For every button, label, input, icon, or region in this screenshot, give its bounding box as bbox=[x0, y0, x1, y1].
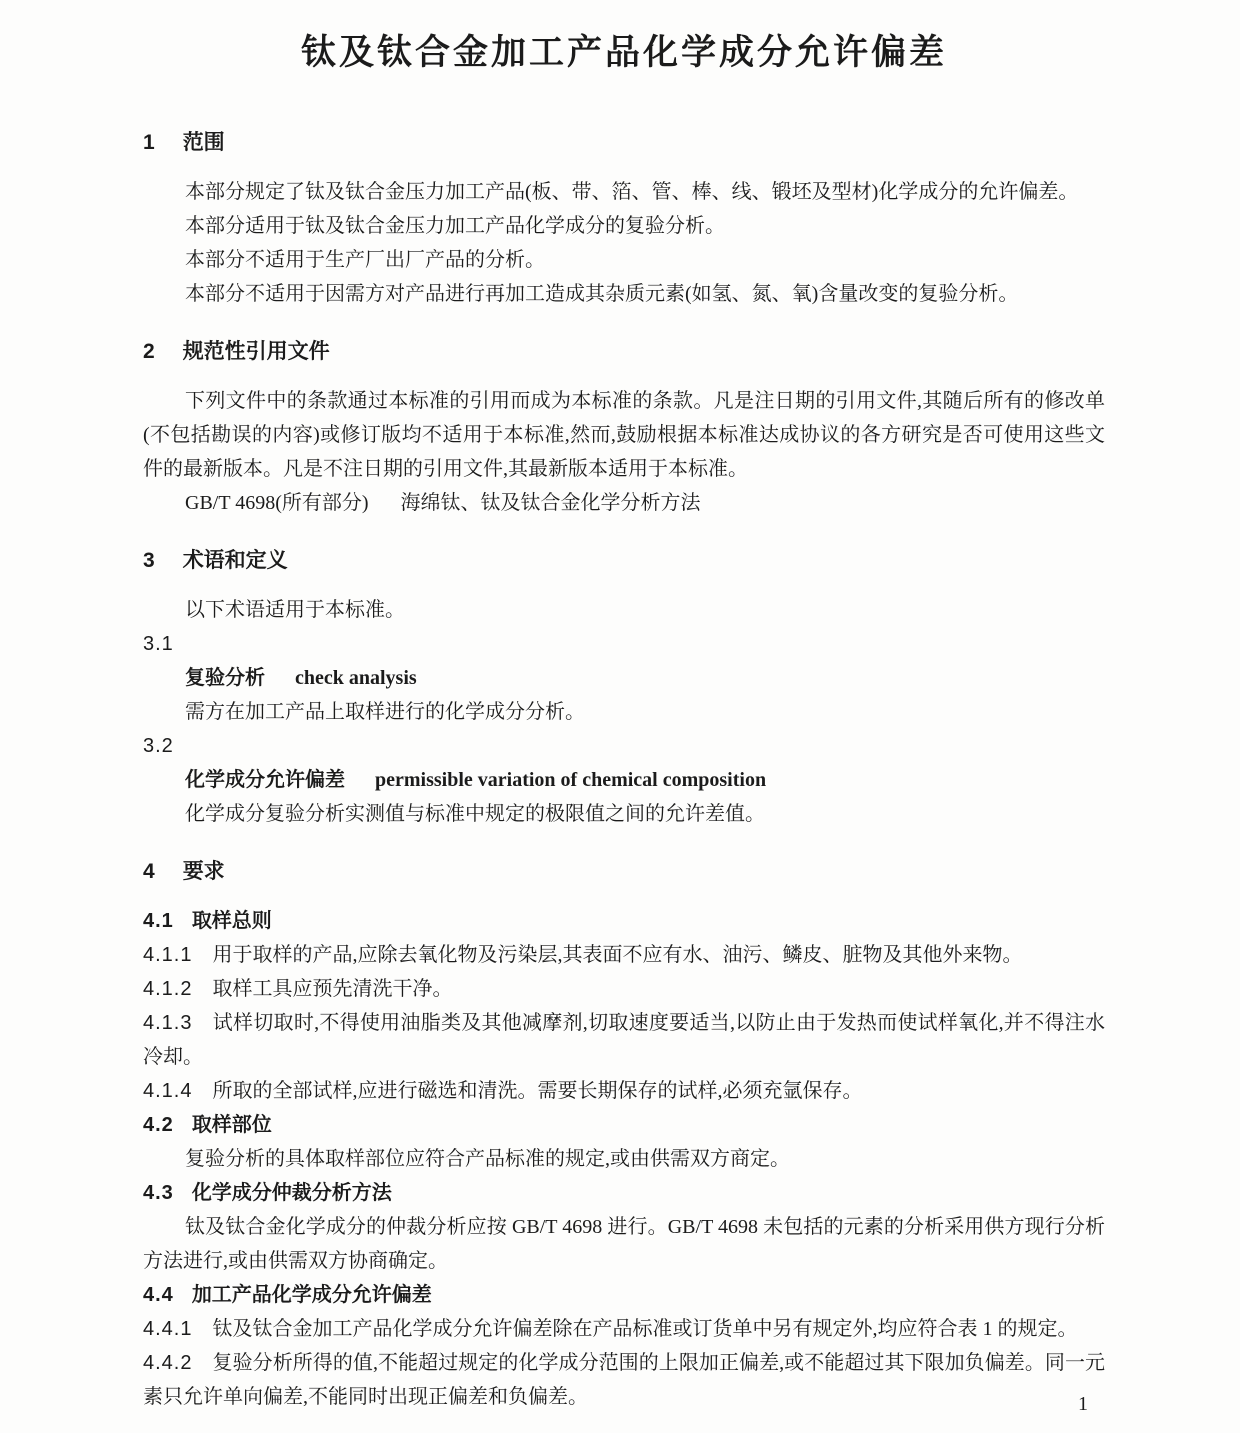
scope-paragraph-1: 本部分规定了钛及钛合金压力加工产品(板、带、箔、管、棒、线、锻坯及型材)化学成分的允许偏差。 bbox=[185, 181, 1079, 203]
document-title: 钛及钛合金加工产品化学成分允许偏差 bbox=[300, 33, 947, 72]
clause-4-3-text: 钛及钛合金化学成分的仲裁分析应按 GB/T 4698 进行。GB/T 4698 未包括的元素的分析采用供方现行分析方法进行,或由供需双方协商确定。 bbox=[143, 1216, 1105, 1272]
heading-4-2 bbox=[143, 1108, 1105, 1142]
section-title: 术语和定义 bbox=[182, 549, 288, 572]
clause-title: 化学成分仲裁分析方法 bbox=[191, 1182, 392, 1204]
clause-number: 4.2 bbox=[143, 1114, 174, 1136]
section-title: 范围 bbox=[182, 131, 225, 154]
heading-section-3 bbox=[143, 544, 1105, 578]
term-english: permissible variation of chemical composition bbox=[375, 769, 767, 791]
scope-paragraph-2: 本部分适用于钛及钛合金压力加工产品化学成分的复验分析。 bbox=[185, 215, 725, 237]
clause-4-1-3 bbox=[143, 1006, 1105, 1074]
clause-4-1-1 bbox=[143, 938, 1105, 972]
section-number: 3 bbox=[143, 549, 156, 572]
clause-title: 取样部位 bbox=[191, 1114, 272, 1136]
clause-title: 加工产品化学成分允许偏差 bbox=[191, 1284, 432, 1306]
reference-title: 海绵钛、钛及钛合金化学分析方法 bbox=[400, 492, 701, 514]
heading-4-4 bbox=[143, 1278, 1105, 1312]
section-number: 4 bbox=[143, 860, 156, 883]
clause-text: 用于取样的产品,应除去氧化物及污染层,其表面不应有水、油污、鳞皮、脏物及其他外来物。 bbox=[212, 944, 1023, 966]
clause-text: 取样工具应预先清洗干净。 bbox=[212, 978, 453, 1000]
section-number: 2 bbox=[143, 340, 156, 363]
page-number: 1 bbox=[1078, 1393, 1088, 1415]
term-3-2 bbox=[143, 763, 1105, 797]
section-title: 要求 bbox=[182, 860, 225, 883]
clause-number: 4.4.2 bbox=[143, 1352, 193, 1374]
heading-section-2 bbox=[143, 335, 1105, 369]
clause-number: 4.1.2 bbox=[143, 978, 193, 1000]
clause-text: 复验分析所得的值,不能超过规定的化学成分范围的上限加正偏差,或不能超过其下限加负偏差。同一元素只允许单向偏差,不能同时出现正偏差和负偏差。 bbox=[143, 1352, 1105, 1408]
clause-label-3-1: 3.1 bbox=[143, 633, 174, 655]
section-title: 规范性引用文件 bbox=[182, 340, 330, 363]
terms-intro: 以下术语适用于本标准。 bbox=[185, 599, 405, 621]
term-3-2-definition: 化学成分复验分析实测值与标准中规定的极限值之间的允许差值。 bbox=[185, 803, 765, 825]
term-english: check analysis bbox=[295, 667, 417, 689]
term-chinese: 化学成分允许偏差 bbox=[185, 769, 345, 791]
clause-number: 4.4.1 bbox=[143, 1318, 193, 1340]
term-chinese: 复验分析 bbox=[185, 667, 265, 689]
clause-text: 钛及钛合金加工产品化学成分允许偏差除在产品标准或订货单中另有规定外,均应符合表 1 的规定。 bbox=[212, 1318, 1078, 1340]
clause-text: 所取的全部试样,应进行磁选和清洗。需要长期保存的试样,必须充氩保存。 bbox=[212, 1080, 863, 1102]
reference-code: GB/T 4698(所有部分) bbox=[185, 492, 369, 514]
normative-references-paragraph: 下列文件中的条款通过本标准的引用而成为本标准的条款。凡是注日期的引用文件,其随后所有的修改单(不包括勘误的内容)或修订版均不适用于本标准,然而,鼓励根据本标准达成协议的各方研究是否可使用这些文件的最新版本。凡是不注日期的引用文件,其最新版本适用于本标准。 bbox=[143, 390, 1105, 480]
heading-4-1 bbox=[143, 904, 1105, 938]
clause-title: 取样总则 bbox=[191, 910, 272, 932]
term-3-1 bbox=[143, 661, 1105, 695]
clause-4-1-2 bbox=[143, 972, 1105, 1006]
clause-4-4-2 bbox=[143, 1346, 1105, 1414]
heading-section-1 bbox=[143, 126, 1105, 160]
clause-label-3-2: 3.2 bbox=[143, 735, 174, 757]
clause-number: 4.4 bbox=[143, 1284, 174, 1306]
clause-4-1-4 bbox=[143, 1074, 1105, 1108]
clause-number: 4.1.1 bbox=[143, 944, 193, 966]
clause-number: 4.1.4 bbox=[143, 1080, 193, 1102]
reference-entry bbox=[143, 486, 1105, 520]
clause-number: 4.3 bbox=[143, 1182, 174, 1204]
clause-number: 4.1 bbox=[143, 910, 174, 932]
term-3-1-definition: 需方在加工产品上取样进行的化学成分分析。 bbox=[185, 701, 585, 723]
clause-number: 4.1.3 bbox=[143, 1012, 193, 1034]
heading-section-4 bbox=[143, 855, 1105, 889]
scope-paragraph-3: 本部分不适用于生产厂出厂产品的分析。 bbox=[185, 249, 545, 271]
heading-4-3 bbox=[143, 1176, 1105, 1210]
section-number: 1 bbox=[143, 131, 156, 154]
clause-text: 试样切取时,不得使用油脂类及其他减摩剂,切取速度要适当,以防止由于发热而使试样氧化,并不得注水冷却。 bbox=[143, 1012, 1105, 1068]
scope-paragraph-4: 本部分不适用于因需方对产品进行再加工造成其杂质元素(如氢、氮、氧)含量改变的复验分析。 bbox=[185, 283, 1019, 305]
clause-4-2-text: 复验分析的具体取样部位应符合产品标准的规定,或由供需双方商定。 bbox=[185, 1148, 790, 1170]
clause-4-4-1 bbox=[143, 1312, 1105, 1346]
